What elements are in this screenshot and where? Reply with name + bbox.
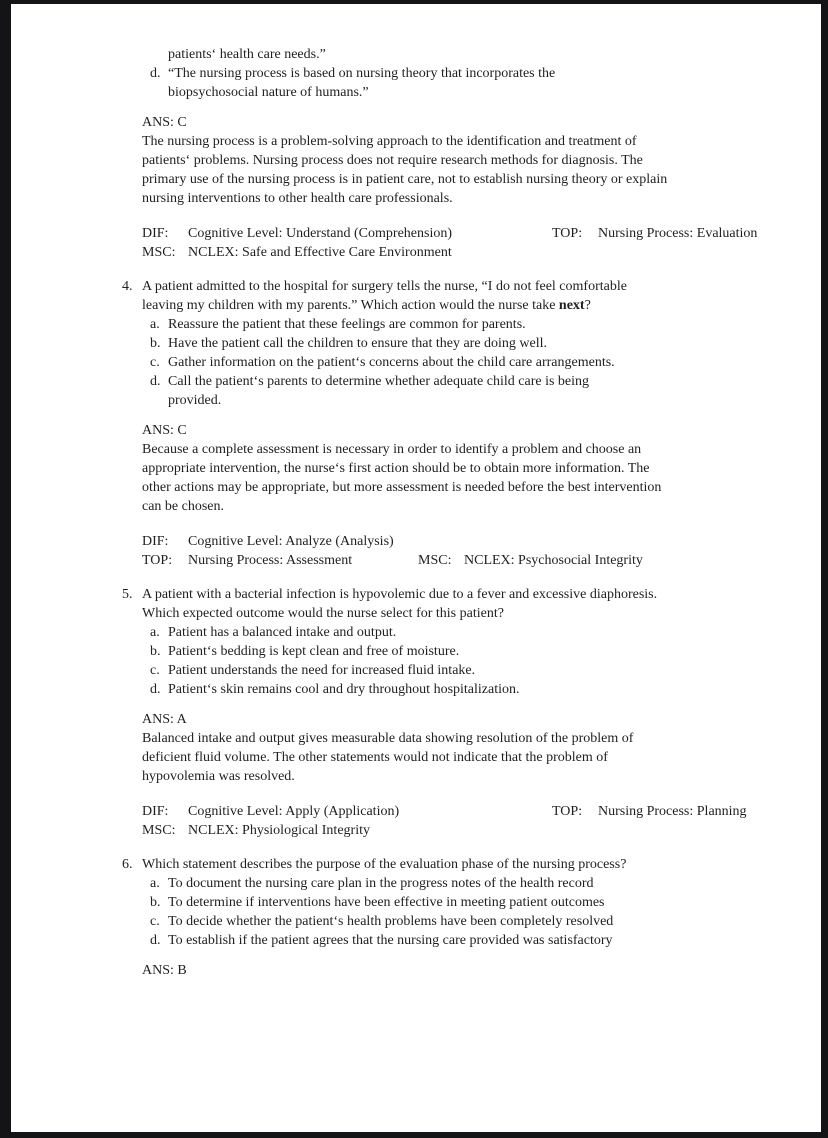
answer-block-q3	[142, 113, 802, 208]
option-row-d	[150, 931, 802, 950]
text-line: “The nursing process is based on nursing theory that incorporates the	[168, 66, 556, 81]
dif-cell	[142, 804, 399, 819]
question-5	[122, 585, 802, 699]
option-text	[168, 353, 615, 372]
option-letter: c.	[150, 914, 160, 929]
text-line: Reassure the patient that these feelings are common for parents.	[168, 317, 526, 332]
option-row-b	[150, 334, 802, 353]
meta-block-q5	[142, 802, 802, 840]
msc-cell	[418, 551, 643, 570]
option-text	[168, 680, 520, 699]
msc-label: MSC:	[142, 823, 176, 838]
option-letter: b.	[150, 644, 161, 659]
option-letter: b.	[150, 895, 161, 910]
msc-value: NCLEX: Psychosocial Integrity	[464, 553, 643, 568]
text-line: Because a complete assessment is necessary in order to identify a problem and choose an	[142, 442, 642, 457]
text-line: can be chosen.	[142, 499, 225, 514]
dif-value: Cognitive Level: Analyze (Analysis)	[188, 534, 394, 549]
continuation-block	[142, 45, 802, 102]
option-text	[168, 64, 555, 102]
msc-label: MSC:	[142, 245, 176, 260]
text-line: provided.	[168, 393, 222, 408]
text-line: Call the patient‘s parents to determine whether adequate child care is being	[168, 374, 590, 389]
text-line: To establish if the patient agrees that the nursing care provided was satisfactory	[168, 933, 613, 948]
text-line: Balanced intake and output gives measurable data showing resolution of the problem of	[142, 731, 634, 746]
text-line: Patient‘s bedding is kept clean and free of moisture.	[168, 644, 460, 659]
option-text	[168, 372, 589, 410]
meta-block-q4	[142, 532, 802, 570]
option-text	[168, 661, 475, 680]
text-line: The nursing process is a problem-solving approach to the identification and treatment of	[142, 134, 637, 149]
question-number: 4.	[122, 279, 133, 294]
option-letter: d.	[150, 933, 161, 948]
text-line: primary use of the nursing process is in patient care, not to establish nursing theory or explain	[142, 172, 668, 187]
option-row-b	[150, 893, 802, 912]
msc-value: NCLEX: Safe and Effective Care Environment	[188, 245, 452, 260]
question-number: 5.	[122, 587, 133, 602]
question-stem-line: Which expected outcome would the nurse select for this patient?	[142, 606, 504, 621]
text-line: other actions may be appropriate, but more assessment is needed before the best intervention	[142, 480, 662, 495]
text-line: nursing interventions to other health care professionals.	[142, 191, 453, 206]
option-row-d	[150, 680, 802, 699]
option-text	[168, 315, 526, 334]
dif-cell	[142, 226, 452, 241]
option-text	[168, 874, 594, 893]
option-row-c	[150, 353, 802, 372]
option-text	[168, 912, 613, 931]
option-letter: d.	[150, 66, 161, 81]
option-row-a	[150, 874, 802, 893]
text-line: deficient fluid volume. The other statements would not indicate that the problem of	[142, 750, 608, 765]
option-letter: b.	[150, 336, 161, 351]
page-content	[122, 45, 802, 980]
answer-block-q6	[142, 961, 802, 980]
text-line: To decide whether the patient‘s health problems have been completely resolved	[168, 914, 614, 929]
top-label: TOP:	[552, 804, 583, 819]
top-label: TOP:	[142, 553, 173, 568]
meta-row	[142, 243, 802, 262]
option-text	[168, 642, 459, 661]
option-row-c	[150, 912, 802, 931]
option-row-d	[150, 64, 802, 102]
answer-line: ANS: A	[142, 712, 187, 727]
text-line: Patient has a balanced intake and output.	[168, 625, 397, 640]
question-6	[122, 855, 802, 950]
option-letter: a.	[150, 625, 160, 640]
text-line: hypovolemia was resolved.	[142, 769, 295, 784]
dif-value: Cognitive Level: Apply (Application)	[188, 804, 400, 819]
option-letter: a.	[150, 876, 160, 891]
option-letter: c.	[150, 355, 160, 370]
top-value: Nursing Process: Planning	[598, 804, 747, 819]
meta-row	[142, 224, 802, 243]
option-letter: a.	[150, 317, 160, 332]
dif-label: DIF:	[142, 804, 169, 819]
option-row-a	[150, 623, 802, 642]
text-line: Patient understands the need for increased fluid intake.	[168, 663, 476, 678]
top-value: Nursing Process: Assessment	[188, 553, 353, 568]
text-line: biopsychosocial nature of humans.”	[168, 85, 369, 100]
answer-block-q4	[142, 421, 802, 516]
rationale-text	[142, 729, 802, 786]
top-cell	[142, 553, 352, 568]
top-cell	[552, 802, 747, 821]
question-stem-line: A patient admitted to the hospital for surgery tells the nurse, “I do not feel comfortable	[142, 279, 627, 294]
option-row-c	[150, 661, 802, 680]
document-page	[11, 4, 821, 1132]
text-line: Have the patient call the children to ensure that they are doing well.	[168, 336, 548, 351]
top-label: TOP:	[552, 226, 583, 241]
text-line: patients‘ problems. Nursing process does not require research methods for diagnosis. The	[142, 153, 643, 168]
msc-cell	[142, 245, 452, 260]
dif-value: Cognitive Level: Understand (Comprehension)	[188, 226, 452, 241]
option-text	[168, 334, 547, 353]
question-stem-line	[142, 296, 802, 315]
option-text	[168, 623, 396, 642]
option-row-b	[150, 642, 802, 661]
answer-line: ANS: C	[142, 115, 187, 130]
option-letter: c.	[150, 663, 160, 678]
msc-label: MSC:	[418, 553, 452, 568]
meta-block-q3	[142, 224, 802, 262]
question-stem-line: Which statement describes the purpose of the evaluation phase of the nursing process?	[142, 857, 627, 872]
text-line: appropriate intervention, the nurse‘s first action should be to obtain more information. The	[142, 461, 650, 476]
option-letter: d.	[150, 374, 161, 389]
continuation-line: patients‘ health care needs.”	[168, 47, 326, 62]
question-4	[122, 277, 802, 410]
answer-line: ANS: B	[142, 963, 187, 978]
question-stem-line: A patient with a bacterial infection is hypovolemic due to a fever and excessive diaphoresis.	[142, 587, 658, 602]
text-line: Gather information on the patient‘s concerns about the child care arrangements.	[168, 355, 615, 370]
option-row-d	[150, 372, 802, 410]
option-text	[168, 893, 605, 912]
rationale-text	[142, 440, 802, 516]
dif-cell	[142, 534, 394, 549]
stem-text: leaving my children with my parents.” Which action would the nurse take	[142, 298, 559, 313]
meta-row	[142, 551, 802, 570]
top-value: Nursing Process: Evaluation	[598, 226, 758, 241]
text-line: To determine if interventions have been effective in meeting patient outcomes	[168, 895, 605, 910]
meta-row	[142, 821, 802, 840]
msc-value: NCLEX: Physiological Integrity	[188, 823, 370, 838]
question-number: 6.	[122, 857, 133, 872]
option-letter: d.	[150, 682, 161, 697]
meta-row	[142, 802, 802, 821]
stem-bold-word: next	[558, 298, 585, 313]
dif-label: DIF:	[142, 226, 169, 241]
answer-line: ANS: C	[142, 423, 187, 438]
dif-label: DIF:	[142, 534, 169, 549]
answer-block-q5	[142, 710, 802, 786]
option-text	[168, 931, 613, 950]
rationale-text	[142, 132, 802, 208]
text-line: Patient‘s skin remains cool and dry throughout hospitalization.	[168, 682, 520, 697]
stem-text: ?	[584, 298, 591, 313]
text-line: To document the nursing care plan in the progress notes of the health record	[168, 876, 594, 891]
msc-cell	[142, 823, 370, 838]
meta-row	[142, 532, 802, 551]
top-cell	[552, 224, 757, 243]
option-row-a	[150, 315, 802, 334]
